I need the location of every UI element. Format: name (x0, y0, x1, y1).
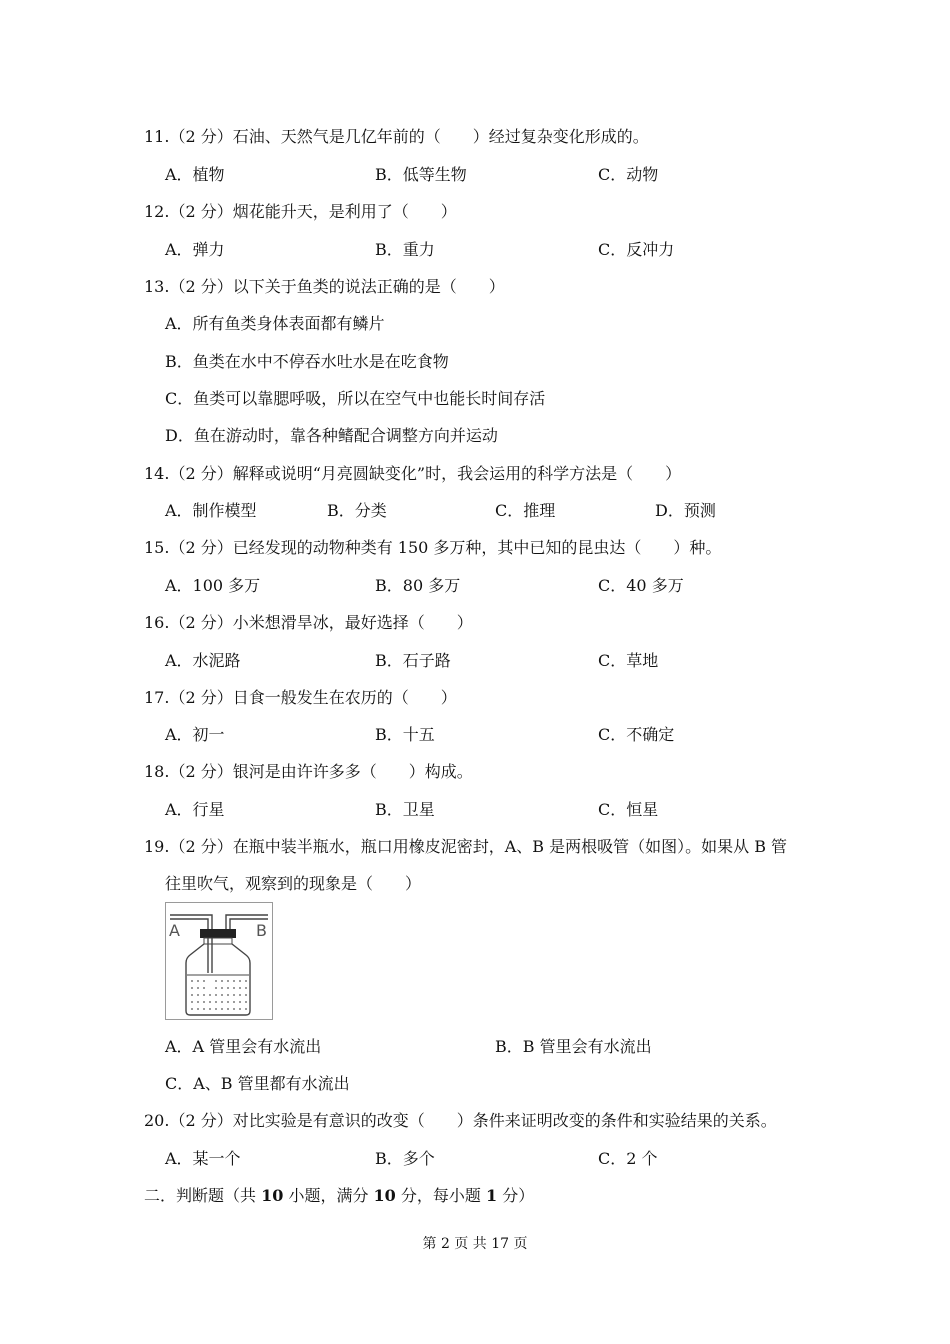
option-20-c: C．2 个 (598, 1149, 658, 1168)
option-13-b: B．鱼类在水中不停吞水吐水是在吃食物 (165, 352, 449, 371)
question-20-stem: 20.（2 分）对比实验是有意识的改变（ ）条件来证明改变的条件和实验结果的关系。 (144, 1111, 777, 1130)
page-footer: 第 2 页 共 17 页 (422, 1236, 528, 1252)
current-page-number: 2 (440, 1236, 450, 1252)
option-14-b: B．分类 (327, 501, 387, 520)
bottle-experiment-figure (165, 902, 273, 1020)
option-16-a: A．水泥路 (165, 651, 241, 670)
option-19-c: C．A、B 管里都有水流出 (165, 1074, 350, 1093)
option-20-a: A．某一个 (165, 1149, 241, 1168)
question-19-stem-line1: 19.（2 分）在瓶中装半瓶水，瓶口用橡皮泥密封，A、B 是两根吸管（如图）。如果从 B 管 (144, 837, 788, 856)
option-11-a: A．植物 (165, 165, 225, 184)
question-13-stem: 13.（2 分）以下关于鱼类的说法正确的是（ ） (144, 277, 505, 296)
question-18-stem: 18.（2 分）银河是由许许多多（ ）构成。 (144, 762, 473, 781)
option-13-d: D．鱼在游动时，靠各种鳍配合调整方向并运动 (165, 426, 498, 445)
option-13-a: A．所有鱼类身体表面都有鳞片 (165, 314, 385, 333)
option-16-b: B．石子路 (375, 651, 451, 670)
option-14-d: D．预测 (655, 501, 716, 520)
option-14-a: A．制作模型 (165, 501, 257, 520)
option-17-c: C．不确定 (598, 725, 675, 744)
option-13-c: C．鱼类可以靠腮呼吸，所以在空气中也能长时间存活 (165, 389, 546, 408)
option-18-c: C．恒星 (598, 800, 659, 819)
option-19-b: B．B 管里会有水流出 (495, 1037, 652, 1056)
total-page-number: 17 (491, 1236, 510, 1252)
question-16-stem: 16.（2 分）小米想滑旱冰，最好选择（ ） (144, 613, 473, 632)
option-14-c: C．推理 (495, 501, 556, 520)
option-15-c: C．40 多万 (598, 576, 684, 595)
question-19-stem-line2: 往里吹气，观察到的现象是（ ） (165, 874, 422, 893)
option-12-c: C．反冲力 (598, 240, 675, 259)
option-18-b: B．卫星 (375, 800, 435, 819)
option-19-a: A．A 管里会有水流出 (165, 1037, 322, 1056)
option-18-a: A．行星 (165, 800, 225, 819)
question-11-stem: 11.（2 分）石油、天然气是几亿年前的（ ）经过复杂变化形成的。 (144, 127, 649, 146)
section-2-heading: 二．判断题（共 10 小题，满分 10 分，每小题 1 分） (144, 1186, 535, 1205)
option-15-a: A．100 多万 (165, 576, 261, 595)
option-12-a: A．弹力 (165, 240, 225, 259)
bottle-diagram (166, 903, 272, 1019)
question-15-stem: 15.（2 分）已经发现的动物种类有 150 多万种，其中已知的昆虫达（ ）种。 (144, 538, 722, 557)
option-16-c: C．草地 (598, 651, 659, 670)
option-20-b: B．多个 (375, 1149, 435, 1168)
figure-label-a: A (169, 921, 180, 940)
option-17-b: B．十五 (375, 725, 435, 744)
question-14-stem: 14.（2 分）解释或说明“月亮圆缺变化”时，我会运用的科学方法是（ ） (144, 464, 682, 483)
option-17-a: A．初一 (165, 725, 225, 744)
question-17-stem: 17.（2 分）日食一般发生在农历的（ ） (144, 688, 457, 707)
figure-label-b: B (256, 921, 267, 940)
option-12-b: B．重力 (375, 240, 435, 259)
option-11-b: B．低等生物 (375, 165, 467, 184)
question-12-stem: 12.（2 分）烟花能升天，是利用了（ ） (144, 202, 457, 221)
option-15-b: B．80 多万 (375, 576, 461, 595)
option-11-c: C．动物 (598, 165, 659, 184)
